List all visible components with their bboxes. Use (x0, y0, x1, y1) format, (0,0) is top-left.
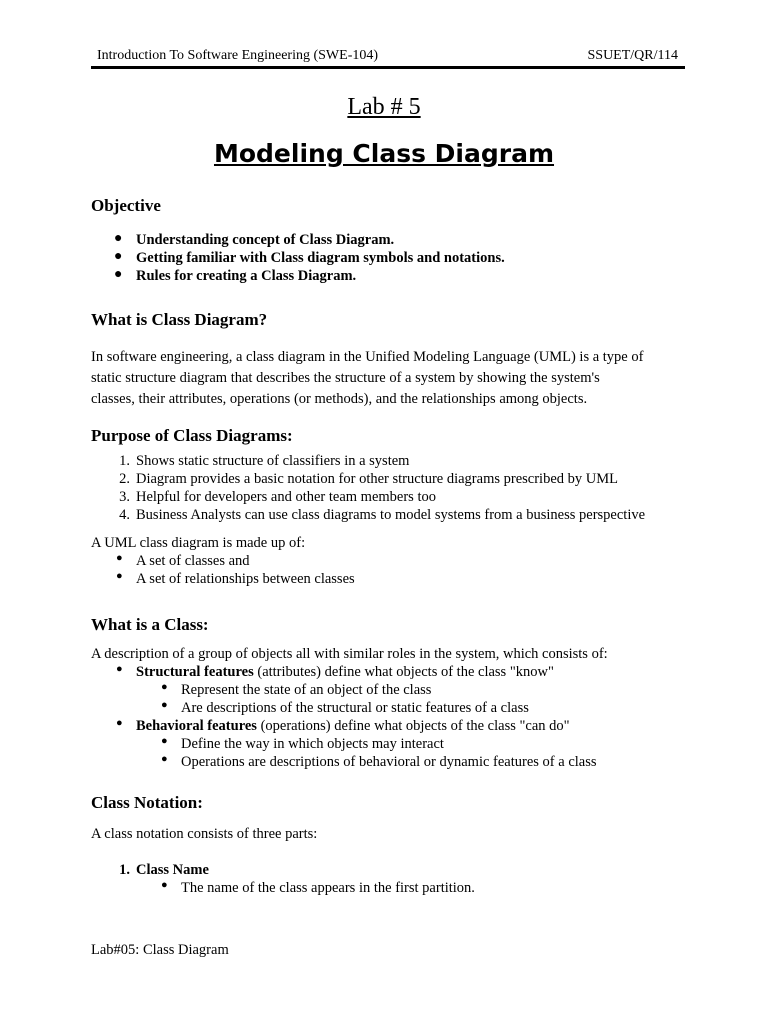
header-rule (91, 66, 685, 69)
bullet-icon: ● (161, 753, 168, 765)
header-code: SSUET/QR/114 (587, 48, 678, 63)
what-is-line: classes, their attributes, operations (or methods), and the relationships among objects. (91, 391, 588, 407)
what-is-class-intro: A description of a group of objects all with similar roles in the system, which consists of: (91, 646, 608, 662)
objective-item: ● Rules for creating a Class Diagram. (114, 267, 357, 284)
page-title: Modeling Class Diagram (213, 139, 555, 168)
structural-sub-item: ● Are descriptions of the structural or static features of a class (161, 699, 529, 716)
notation-intro: A class notation consists of three parts: (91, 826, 318, 842)
bullet-icon: ● (161, 681, 168, 693)
notation-heading: Class Notation: (91, 793, 203, 812)
bullet-icon: ● (116, 570, 123, 582)
made-up-item: ● A set of relationships between classes (116, 570, 355, 587)
purpose-item: 3. Helpful for developers and other team members too (119, 489, 436, 505)
structural-sub-item: ● Represent the state of an object of the class (161, 681, 432, 698)
objective-item: ● Understanding concept of Class Diagram. (114, 231, 395, 248)
what-is-line: static structure diagram that describes the structure of a system by showing the system's (91, 370, 600, 386)
bullet-icon: ● (161, 735, 168, 747)
made-up-item: ● A set of classes and (116, 552, 250, 569)
notation-part-1-sub: ● The name of the class appears in the first partition. (161, 879, 475, 896)
objective-item: ● Getting familiar with Class diagram symbols and notations. (114, 249, 505, 266)
lab-number: Lab # 5 (347, 94, 421, 120)
what-is-heading: What is Class Diagram? (91, 310, 268, 329)
bullet-icon: ● (116, 552, 123, 564)
bullet-icon: ● (161, 879, 168, 891)
structural-item: ● Structural features (attributes) define what objects of the class "know" (116, 663, 554, 680)
bullet-icon: ● (114, 249, 123, 264)
notation-part-1: 1. Class Name (119, 862, 209, 878)
behavioral-item: ● Behavioral features (operations) define what objects of the class "can do" (116, 717, 570, 734)
objective-heading: Objective (91, 196, 161, 215)
behavioral-sub-item: ● Operations are descriptions of behavioral or dynamic features of a class (161, 753, 597, 770)
purpose-item: 1. Shows static structure of classifiers in a system (119, 453, 410, 469)
made-up-intro: A UML class diagram is made up of: (91, 535, 306, 551)
bullet-icon: ● (114, 267, 123, 282)
what-is-line: In software engineering, a class diagram in the Unified Modeling Language (UML) is a type of (91, 349, 644, 365)
header-course: Introduction To Software Engineering (SWE-104) (97, 48, 379, 63)
purpose-item: 2. Diagram provides a basic notation for other structure diagrams prescribed by UML (119, 471, 618, 487)
purpose-item: 4. Business Analysts can use class diagrams to model systems from a business perspective (119, 507, 646, 523)
behavioral-sub-item: ● Define the way in which objects may interact (161, 735, 444, 752)
bullet-icon: ● (116, 717, 123, 729)
bullet-icon: ● (114, 231, 123, 246)
purpose-heading: Purpose of Class Diagrams: (91, 426, 293, 445)
bullet-icon: ● (161, 699, 168, 711)
bullet-icon: ● (116, 663, 123, 675)
what-is-class-heading: What is a Class: (91, 615, 209, 634)
page-footer: Lab#05: Class Diagram (91, 942, 229, 958)
